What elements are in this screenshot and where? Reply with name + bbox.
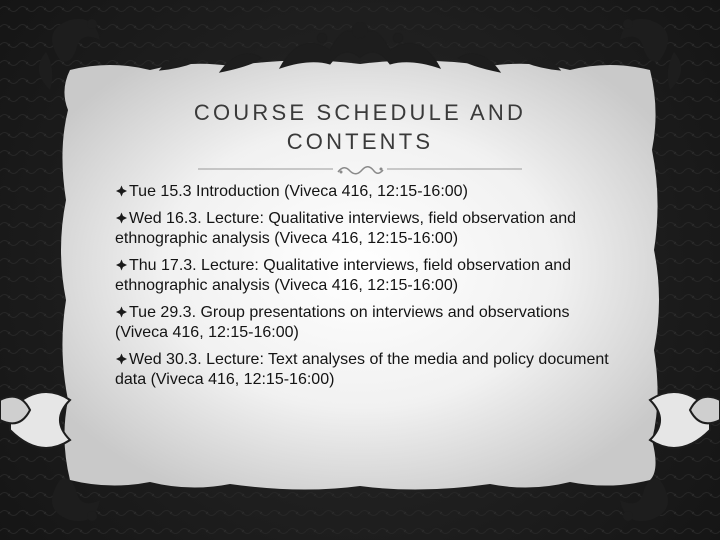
list-item — [115, 256, 615, 296]
list-item — [115, 182, 615, 202]
flourish-divider-icon — [198, 163, 522, 179]
schedule-list — [115, 182, 615, 397]
corner-ornament-bottom-left — [52, 478, 100, 521]
list-item-text: Wed 16.3. Lecture: Qualitative interviews, field observation and ethnographic analysis (Viveca 416, 12:15-16:00) — [115, 210, 577, 247]
diamond-bullet-icon — [115, 353, 128, 365]
title-line-1: COURSE SCHEDULE AND — [193, 100, 527, 125]
list-item — [115, 209, 615, 249]
slide-title — [130, 98, 590, 156]
list-item-text: Wed 30.3. Lecture: Text analyses of the media and policy document data (Viveca 416, 12:15-16:00) — [115, 351, 609, 388]
left-side-ornament — [0, 392, 70, 448]
diamond-bullet-icon — [115, 185, 128, 197]
diamond-bullet-icon — [115, 212, 128, 224]
list-item — [115, 350, 615, 390]
list-item-text: Tue 29.3. Group presentations on interviews and observations (Viveca 416, 12:15-16:00) — [115, 304, 570, 341]
title-line-2: CONTENTS — [286, 129, 434, 154]
corner-ornament-bottom-right — [620, 478, 668, 521]
list-item-text: Thu 17.3. Lecture: Qualitative interviews, field observation and ethnographic analysis (Viveca 416, 12:15-16:00) — [115, 257, 572, 294]
diamond-bullet-icon — [115, 306, 128, 318]
list-item-text: Tue 15.3 Introduction (Viveca 416, 12:15-16:00) — [129, 183, 468, 200]
list-item — [115, 303, 615, 343]
right-side-ornament — [650, 392, 720, 448]
diamond-bullet-icon — [115, 259, 128, 271]
